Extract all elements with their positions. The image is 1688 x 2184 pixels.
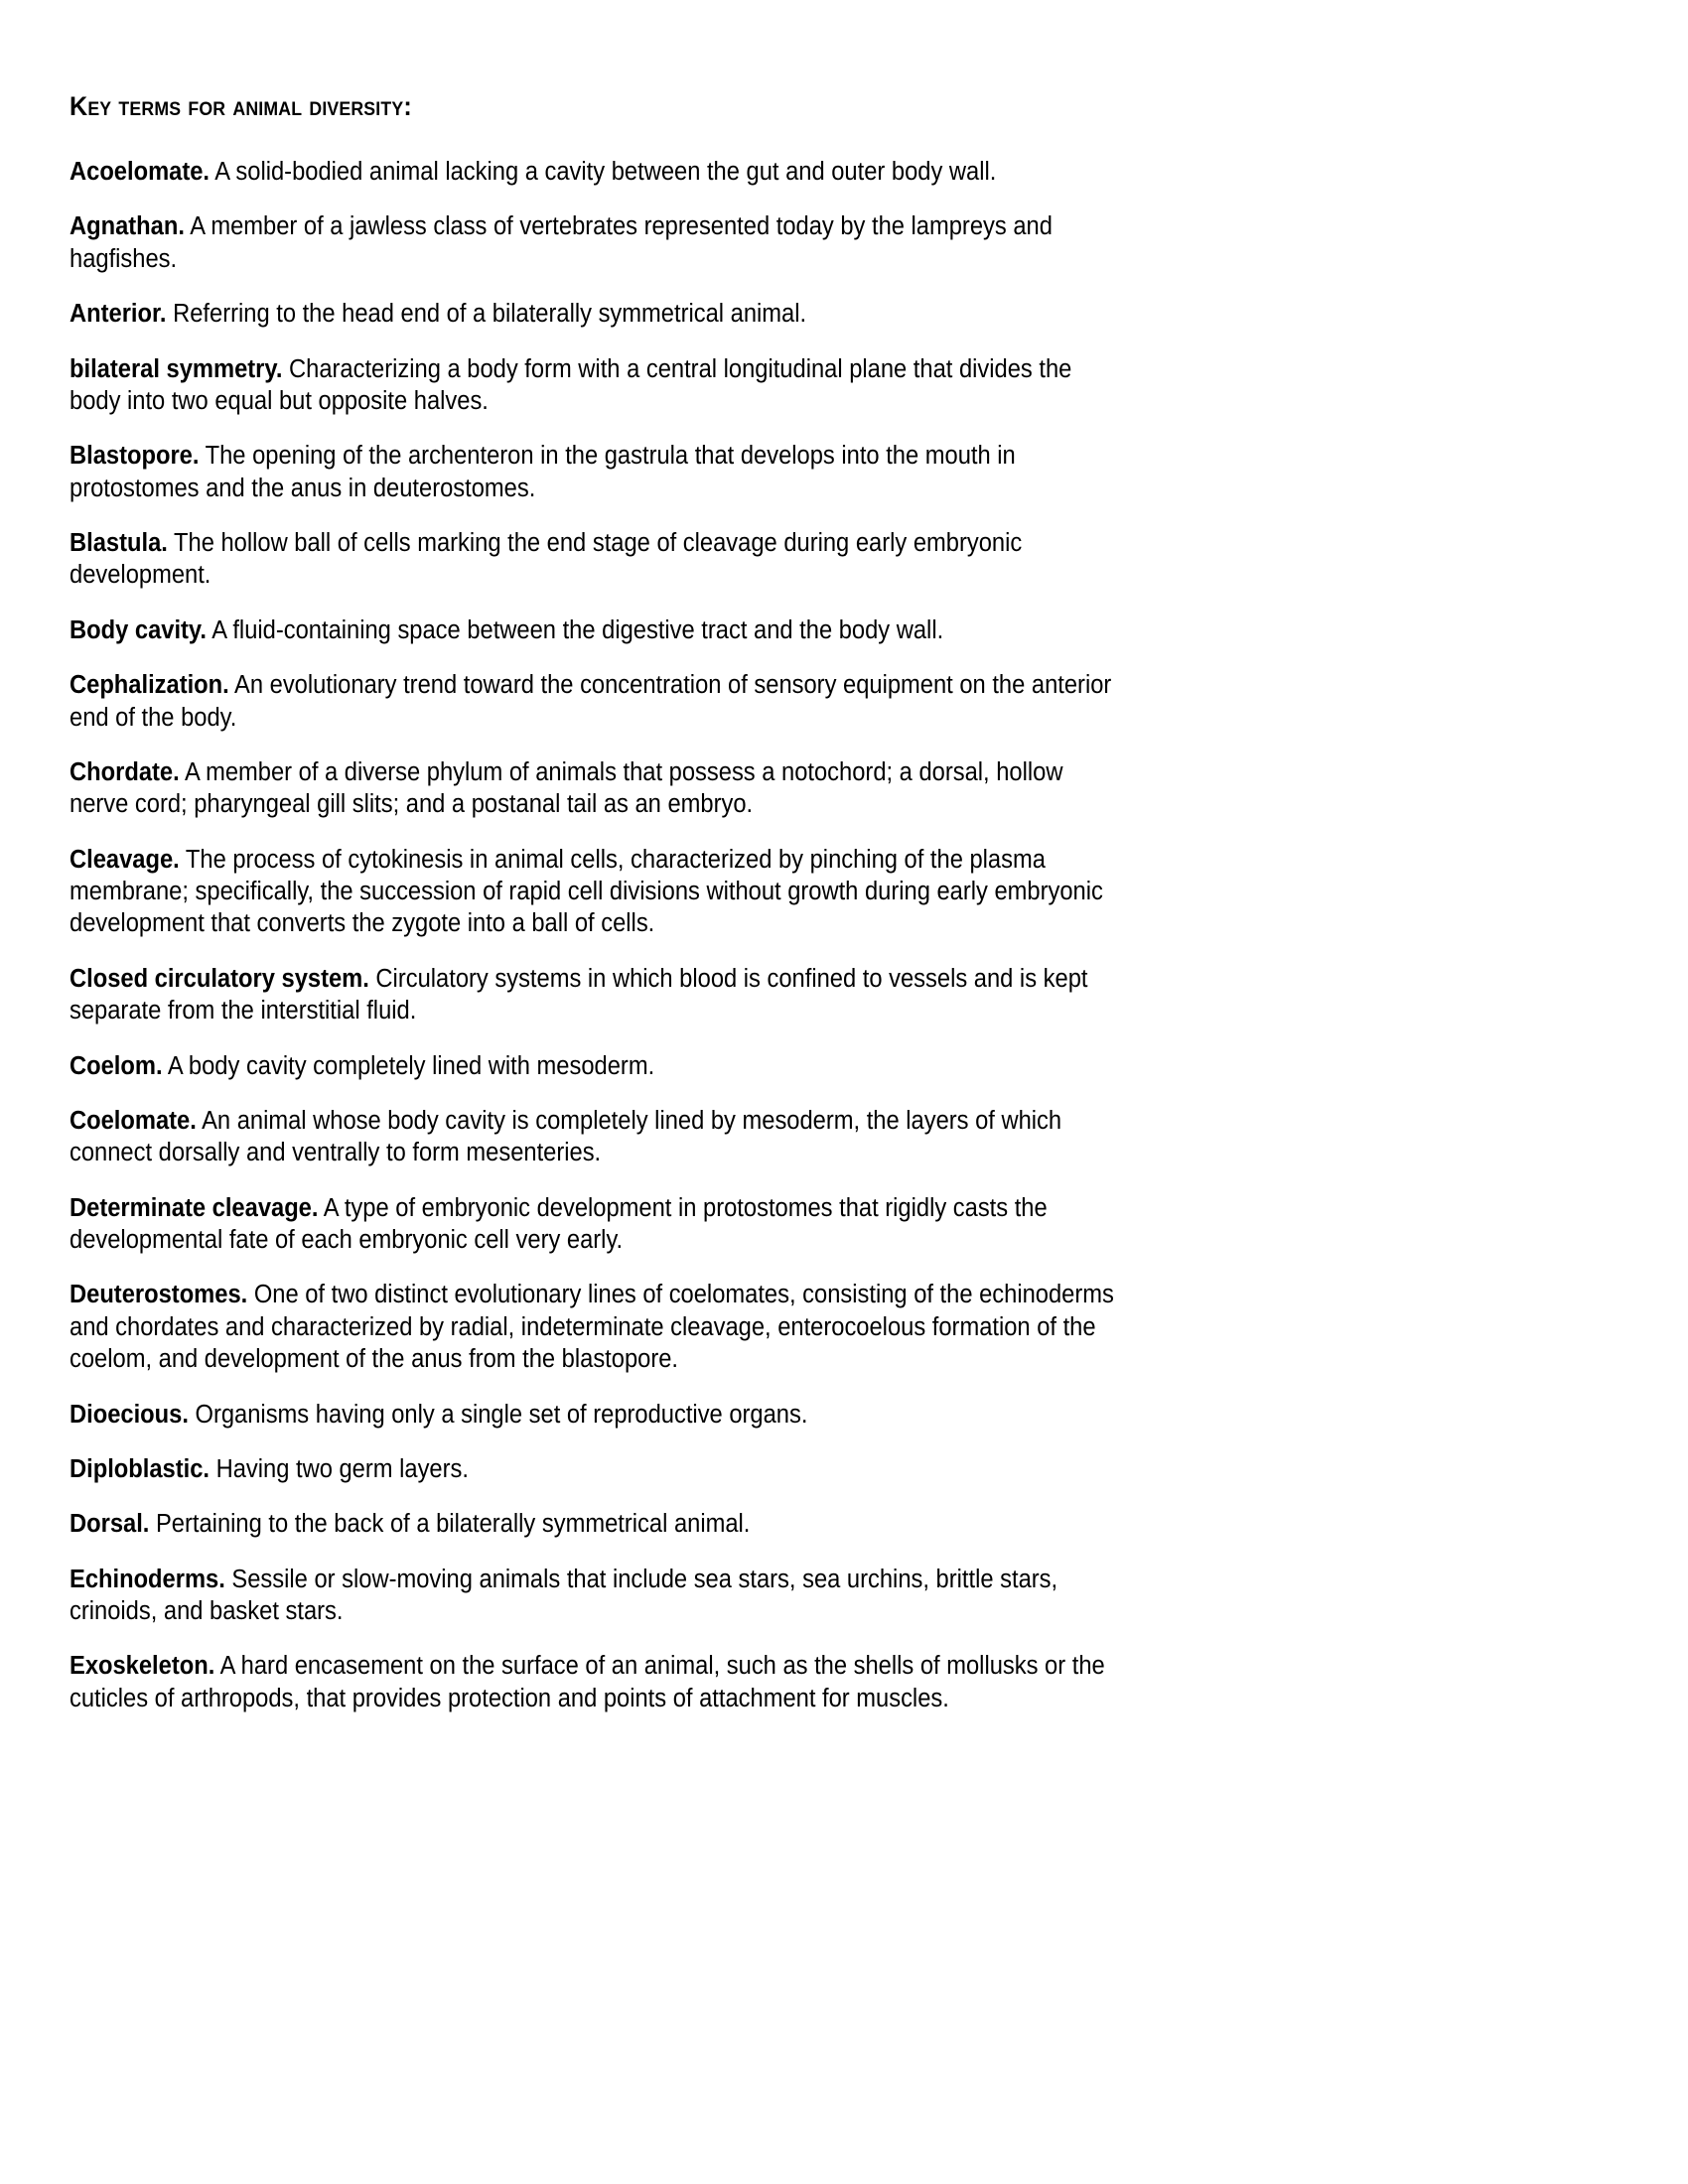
glossary-entry	[70, 527, 1127, 592]
glossary-definition: Pertaining to the back of a bilaterally symmetrical animal.	[149, 1510, 751, 1539]
glossary-term: Closed circulatory system.	[70, 964, 369, 993]
glossary-term: Agnathan.	[70, 212, 185, 241]
document-body	[70, 91, 1127, 1714]
glossary-term: Coelomate.	[70, 1106, 197, 1135]
glossary-entry	[70, 669, 1127, 734]
glossary-entry	[70, 156, 1127, 188]
glossary-term: Acoelomate.	[70, 158, 211, 187]
glossary-term: Dioecious.	[70, 1400, 189, 1429]
glossary-entry	[70, 440, 1127, 504]
glossary-entry	[70, 210, 1127, 275]
glossary-entry	[70, 1399, 1127, 1431]
glossary-entry-list	[70, 156, 1127, 1714]
glossary-term: Coelom.	[70, 1051, 163, 1080]
glossary-term: Determinate cleavage.	[70, 1193, 319, 1222]
glossary-entry	[70, 1508, 1127, 1540]
glossary-term: bilateral symmetry.	[70, 354, 283, 383]
glossary-definition: The hollow ball of cells marking the end stage of cleavage during early embryonic development.	[70, 529, 1023, 590]
glossary-term: Anterior.	[70, 300, 167, 329]
page-title: Key terms for animal diversity:	[70, 91, 412, 121]
glossary-definition: The process of cytokinesis in animal cells, characterized by pinching of the plasma membrane; specifically, the succession of rapid cell divisions without growth during early embryonic development that converts the zygote into a ball of cells.	[70, 845, 1103, 938]
glossary-term: Dorsal.	[70, 1510, 150, 1539]
glossary-entry	[70, 298, 1127, 330]
glossary-entry	[70, 844, 1127, 940]
glossary-definition: A hard encasement on the surface of an animal, such as the shells of mollusks or the cuticles of arthropods, that provides protection and points of attachment for muscles.	[70, 1652, 1105, 1712]
glossary-definition: A fluid-containing space between the digestive tract and the body wall.	[206, 615, 944, 644]
glossary-term: Diploblastic.	[70, 1454, 210, 1483]
glossary-term: Echinoderms.	[70, 1565, 225, 1593]
glossary-definition: A member of a diverse phylum of animals that possess a notochord; a dorsal, hollow nerve cord; pharyngeal gill slits; and a postanal tail as an embryo.	[70, 757, 1063, 819]
glossary-entry	[70, 756, 1127, 821]
glossary-definition: Referring to the head end of a bilaterally symmetrical animal.	[166, 300, 807, 329]
glossary-term: Exoskeleton.	[70, 1652, 215, 1681]
glossary-entry	[70, 1050, 1127, 1082]
glossary-definition: Having two germ layers.	[209, 1454, 469, 1483]
glossary-term: Cleavage.	[70, 845, 180, 874]
glossary-entry	[70, 1564, 1127, 1628]
glossary-definition: A body cavity completely lined with mesoderm.	[162, 1051, 655, 1080]
glossary-entry	[70, 614, 1127, 646]
glossary-term: Blastopore.	[70, 442, 200, 471]
glossary-entry	[70, 1650, 1127, 1714]
glossary-definition: A solid-bodied animal lacking a cavity between the gut and outer body wall.	[210, 158, 997, 187]
glossary-term: Blastula.	[70, 529, 168, 558]
glossary-definition: Circulatory systems in which blood is confined to vessels and is kept separate from the interstitial fluid.	[70, 964, 1088, 1025]
glossary-term: Chordate.	[70, 757, 180, 786]
glossary-term: Body cavity.	[70, 615, 207, 644]
glossary-definition: The opening of the archenteron in the gastrula that develops into the mouth in protostomes and the anus in deuterostomes.	[70, 442, 1016, 502]
glossary-definition: One of two distinct evolutionary lines of coelomates, consisting of the echinoderms and chordates and characterized by radial, indeterminate cleavage, enterocoelous formation of the coelom, and development of the anus from the blastopore.	[70, 1281, 1114, 1374]
glossary-term: Deuterostomes.	[70, 1281, 248, 1309]
glossary-definition: Organisms having only a single set of reproductive organs.	[188, 1400, 808, 1429]
glossary-entry	[70, 1105, 1127, 1169]
glossary-entry	[70, 1279, 1127, 1375]
glossary-definition: An evolutionary trend toward the concentration of sensory equipment on the anterior end of the body.	[70, 671, 1112, 732]
glossary-definition: An animal whose body cavity is completely lined by mesoderm, the layers of which connect dorsally and ventrally to form mesenteries.	[70, 1106, 1062, 1167]
glossary-entry	[70, 353, 1127, 418]
glossary-definition: A member of a jawless class of vertebrates represented today by the lampreys and hagfishes.	[70, 212, 1053, 273]
glossary-entry	[70, 1453, 1127, 1485]
glossary-definition: Sessile or slow-moving animals that include sea stars, sea urchins, brittle stars, crinoids, and basket stars.	[70, 1565, 1058, 1626]
glossary-term: Cephalization.	[70, 671, 229, 700]
glossary-definition: Characterizing a body form with a central longitudinal plane that divides the body into two equal but opposite halves.	[70, 354, 1072, 415]
glossary-entry	[70, 1192, 1127, 1257]
glossary-entry	[70, 963, 1127, 1027]
glossary-definition: A type of embryonic development in protostomes that rigidly casts the developmental fate of each embryonic cell very early.	[70, 1193, 1048, 1255]
